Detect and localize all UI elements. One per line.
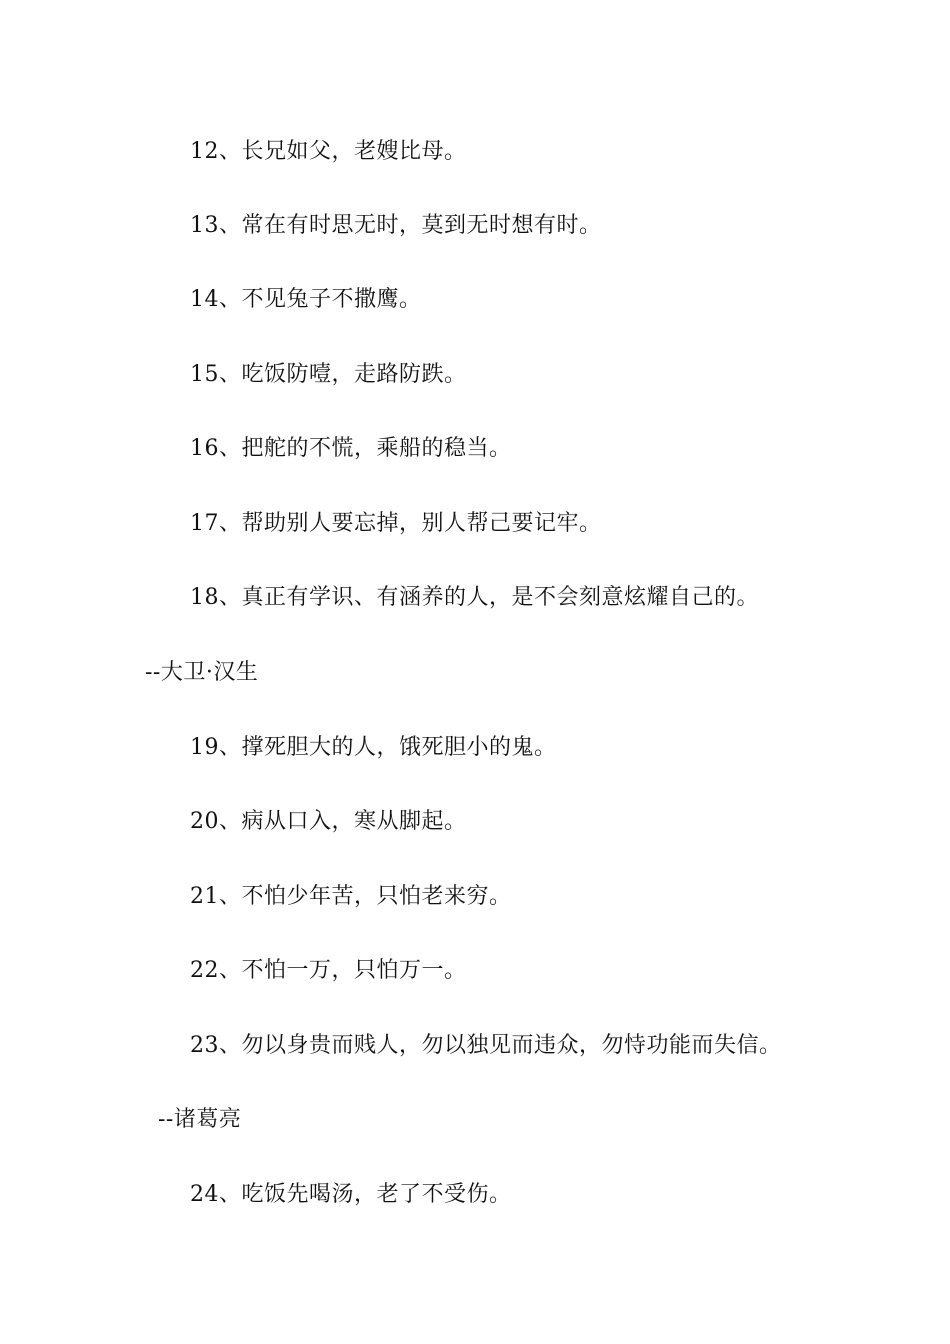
proverb-13: 13、常在有时思无时，莫到无时想有时。 bbox=[190, 213, 602, 238]
proverb-22: 22、不怕一万，只怕万一。 bbox=[190, 958, 467, 983]
proverb-20: 20、病从口入，寒从脚起。 bbox=[190, 809, 467, 834]
proverb-16: 16、把舵的不慌，乘船的稳当。 bbox=[190, 436, 512, 461]
proverb-19: 19、撑死胆大的人，饿死胆小的鬼。 bbox=[190, 735, 557, 760]
attribution-zhuge-liang: --诸葛亮 bbox=[158, 1107, 242, 1132]
proverb-15: 15、吃饭防噎，走路防跌。 bbox=[190, 362, 467, 387]
proverb-23: 23、勿以身贵而贱人，勿以独见而违众，勿恃功能而失信。 bbox=[190, 1033, 782, 1058]
proverb-14: 14、不见兔子不撒鹰。 bbox=[190, 287, 422, 312]
proverb-24: 24、吃饭先喝汤，老了不受伤。 bbox=[190, 1182, 512, 1207]
proverb-21: 21、不怕少年苦，只怕老来穷。 bbox=[190, 884, 512, 909]
proverb-18: 18、真正有学识、有涵养的人，是不会刻意炫耀自己的。 bbox=[190, 585, 759, 610]
proverb-17: 17、帮助别人要忘掉，别人帮己要记牢。 bbox=[190, 511, 602, 536]
attribution-david-hansen: --大卫·汉生 bbox=[145, 660, 259, 685]
proverb-12: 12、长兄如父，老嫂比母。 bbox=[190, 139, 467, 164]
